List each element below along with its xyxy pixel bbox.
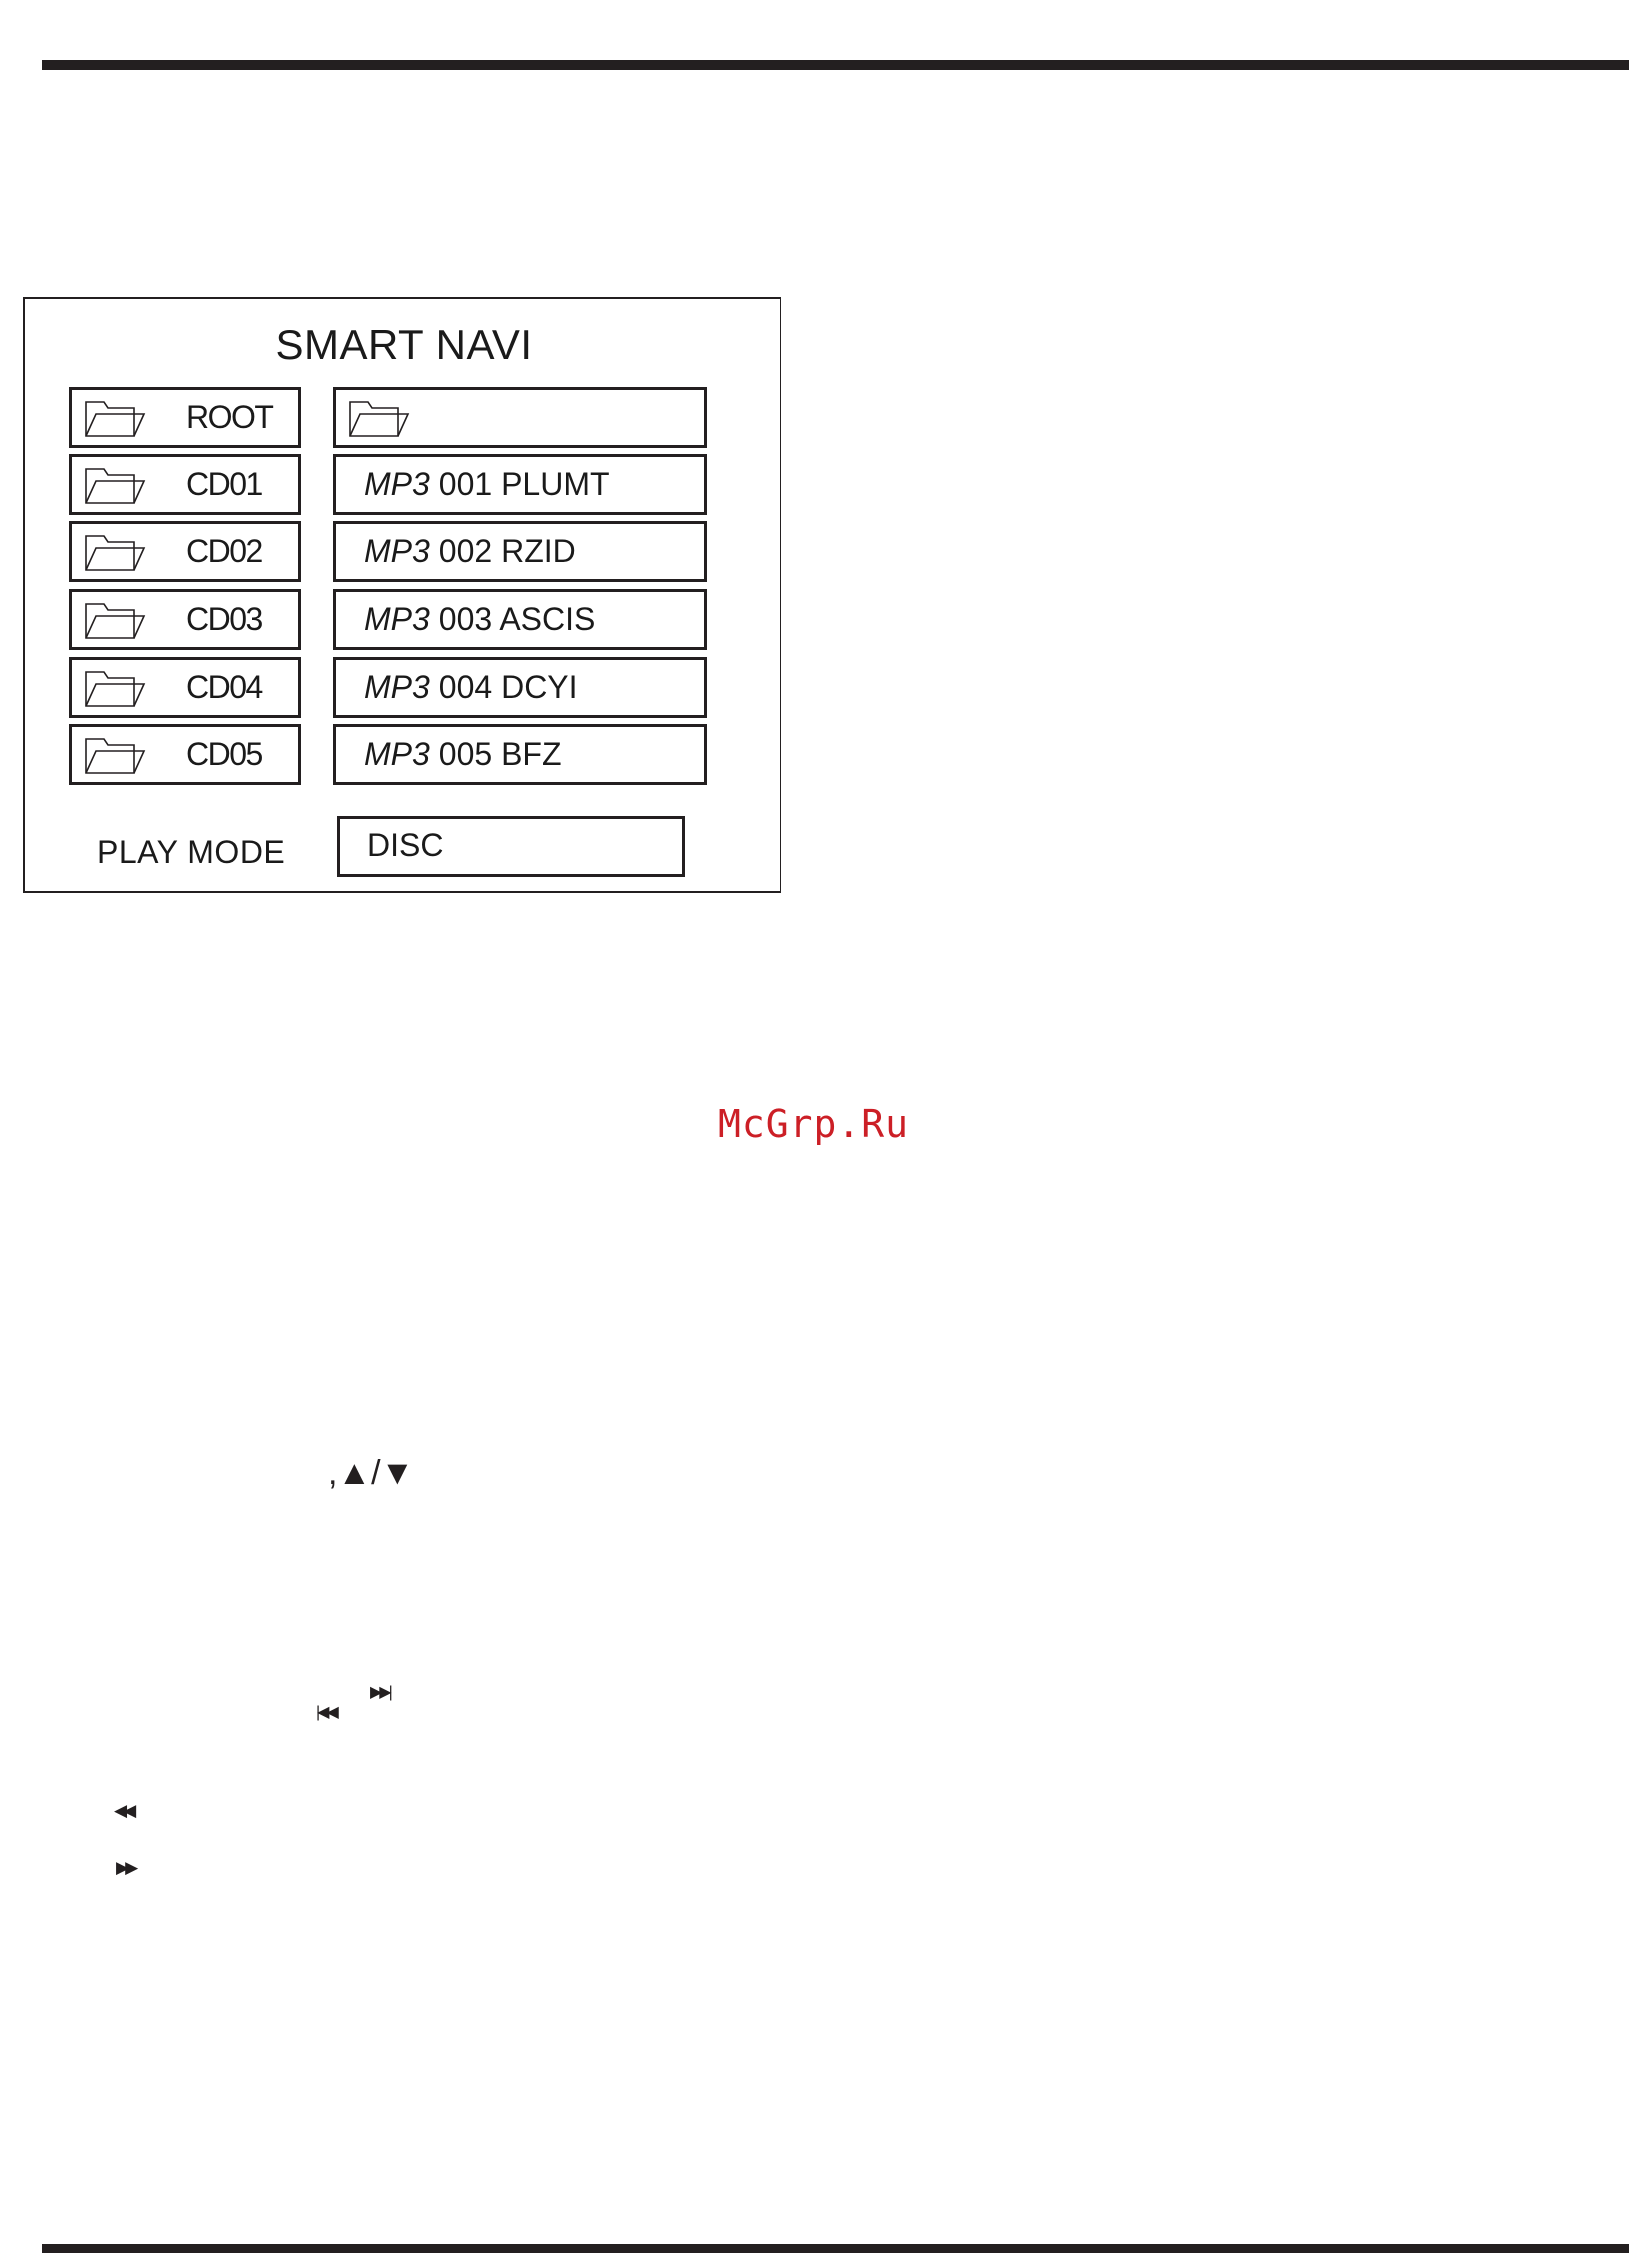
- folder-icon: [84, 463, 148, 507]
- play-mode-label: PLAY MODE: [97, 834, 286, 870]
- file-type: MP3: [364, 669, 430, 705]
- folder-icon: [84, 396, 148, 440]
- rewind-icon: ◀◀: [114, 1801, 133, 1820]
- file-item[interactable]: [333, 724, 707, 785]
- file-item-parent[interactable]: [333, 387, 707, 448]
- previous-track-icon: |◀◀: [316, 1704, 336, 1721]
- next-track-icon: ▶▶|: [370, 1684, 390, 1701]
- folder-icon: [348, 396, 412, 440]
- folder-label: ROOT: [186, 399, 273, 435]
- bottom-rule: [42, 2244, 1629, 2253]
- folder-item-cd04[interactable]: [69, 657, 301, 718]
- folder-item-cd03[interactable]: [69, 589, 301, 650]
- file-name: 002 RZID: [438, 533, 576, 569]
- folder-label: CD01: [186, 466, 262, 502]
- play-mode-selector[interactable]: [337, 816, 685, 877]
- file-item[interactable]: [333, 454, 707, 515]
- file-item[interactable]: [333, 657, 707, 718]
- file-type: MP3: [364, 736, 430, 772]
- file-name: 003 ASCIS: [438, 601, 596, 637]
- play-mode-value: DISC: [367, 827, 444, 863]
- folder-label: CD03: [186, 601, 262, 637]
- folder-icon: [84, 530, 148, 574]
- top-rule: [42, 60, 1629, 70]
- folder-label: CD02: [186, 533, 262, 569]
- file-item[interactable]: [333, 589, 707, 650]
- file-type: MP3: [364, 601, 430, 637]
- watermark: McGrp.Ru: [718, 1102, 910, 1146]
- folder-icon: [84, 733, 148, 777]
- folder-icon: [84, 598, 148, 642]
- file-name: 004 DCYI: [438, 669, 578, 705]
- file-type: MP3: [364, 466, 430, 502]
- file-type: MP3: [364, 533, 430, 569]
- folder-label: CD04: [186, 669, 262, 705]
- file-item[interactable]: [333, 521, 707, 582]
- folder-icon: [84, 666, 148, 710]
- folder-item-cd01[interactable]: [69, 454, 301, 515]
- smart-navi-panel: [23, 297, 781, 893]
- smart-navi-title: SMART NAVI: [275, 321, 533, 368]
- folder-item-cd05[interactable]: [69, 724, 301, 785]
- file-name: 005 BFZ: [438, 736, 562, 772]
- folder-label: CD05: [186, 736, 262, 772]
- folder-item-root[interactable]: [69, 387, 301, 448]
- fast-forward-icon: ▶▶: [116, 1858, 135, 1877]
- file-name: 001 PLUMT: [438, 466, 610, 502]
- folder-item-cd02[interactable]: [69, 521, 301, 582]
- up-down-arrows-icon: ,▲/▼: [328, 1454, 415, 1492]
